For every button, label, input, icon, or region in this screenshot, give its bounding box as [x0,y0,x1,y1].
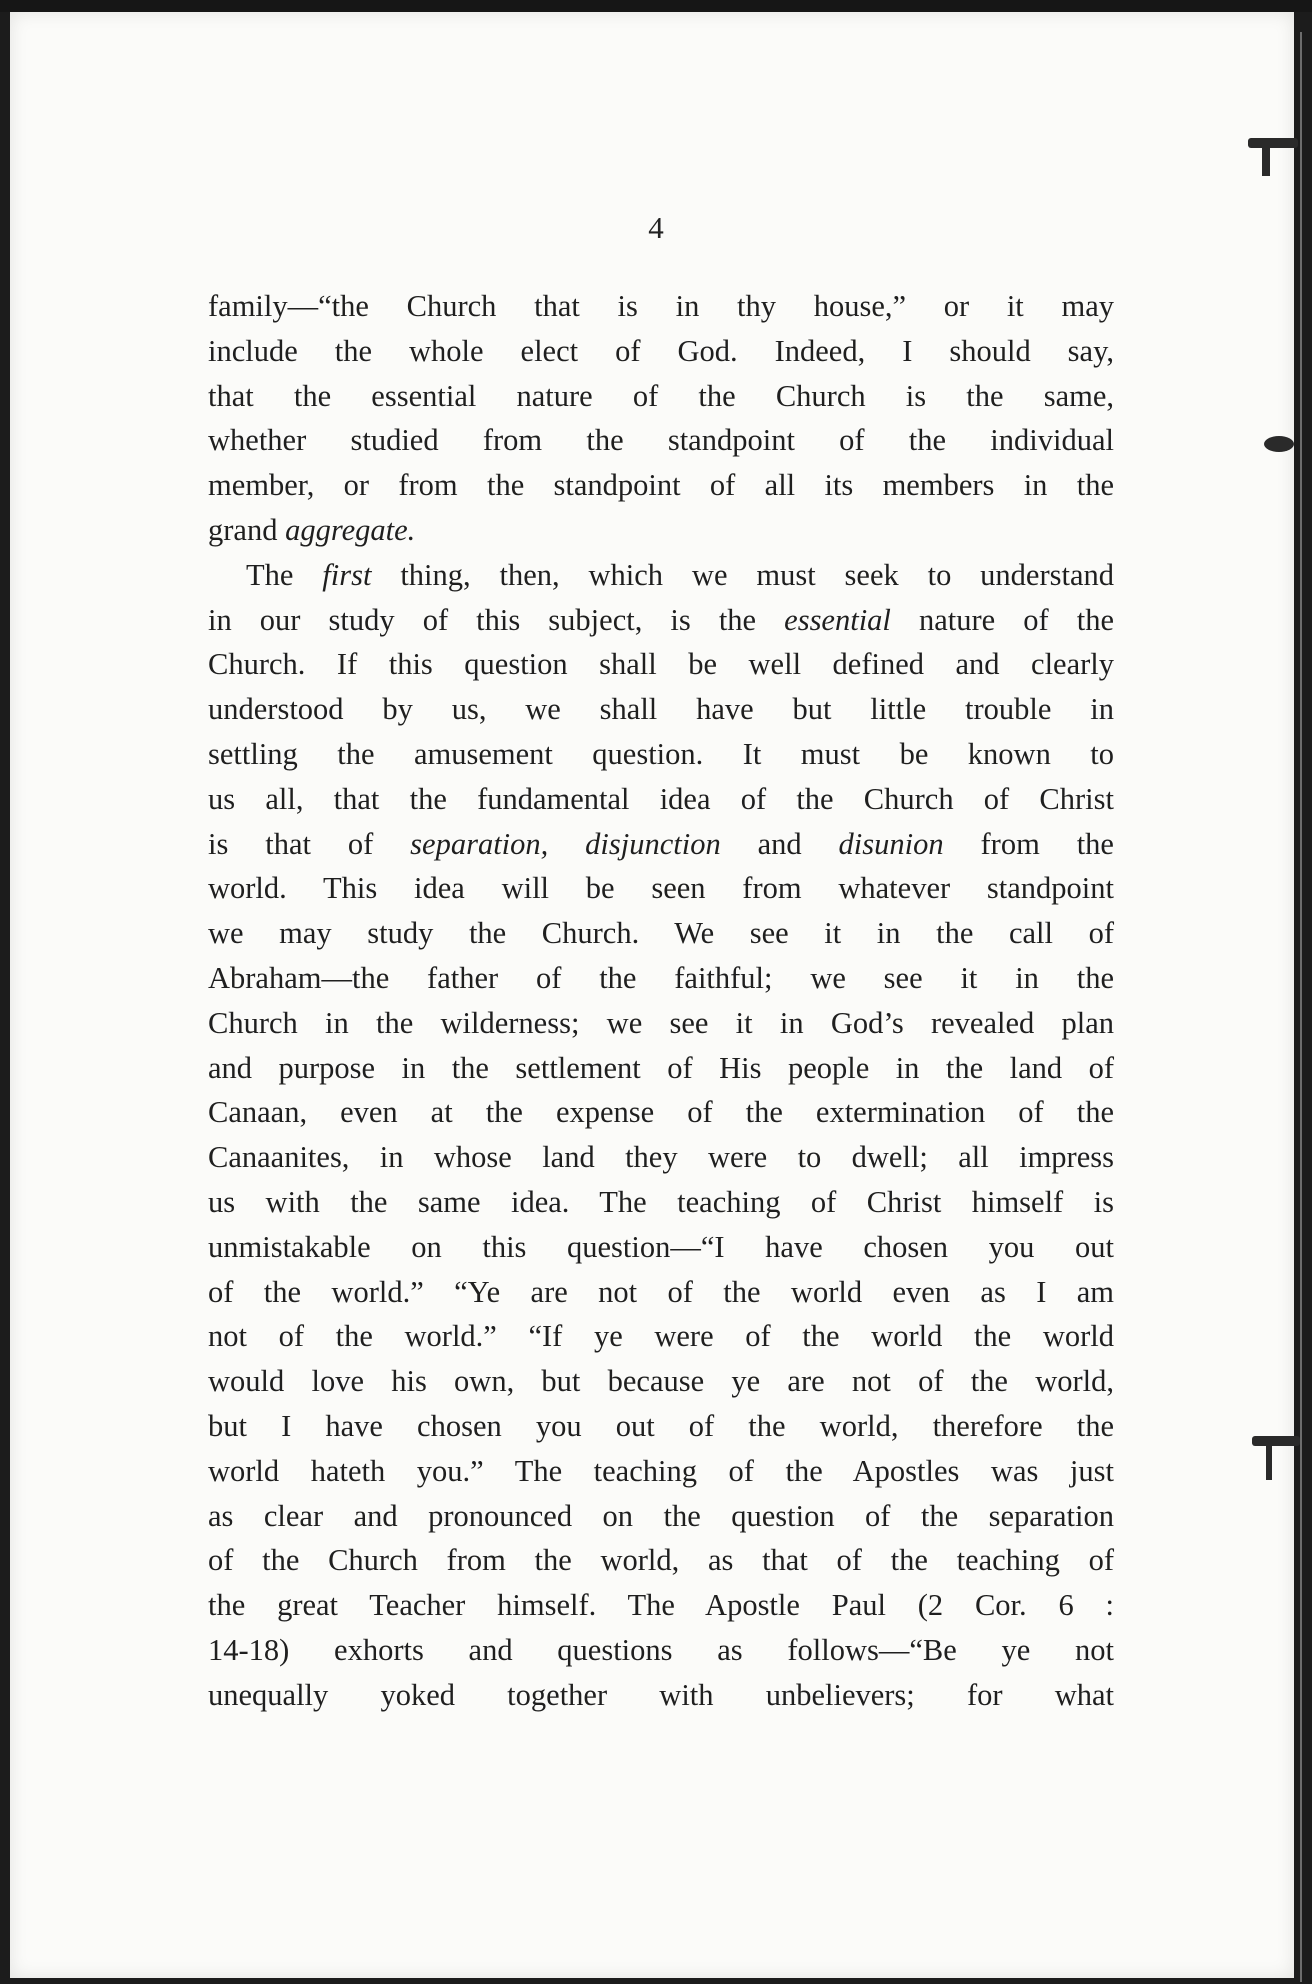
text-segment: of the Church from the world, as that of the teaching of [208,1543,1114,1578]
text-segment: whether studied from the standpoint of the individual [208,423,1114,458]
text-line [208,1673,1114,1718]
text-segment: Canaan, even at the expense of the extermination of the [208,1095,1114,1130]
page-edge-line [1300,32,1302,1982]
text-line [208,687,1114,732]
text-line [208,1046,1114,1091]
text-segment: from the [943,826,1114,861]
text-line [208,1270,1114,1315]
text-line [208,1001,1114,1046]
text-segment: not of the world.” “If ye were of the world the world [208,1319,1114,1354]
text-segment: would love his own, but because ye are not of the world, [208,1364,1114,1399]
text-segment: Abraham—the father of the faithful; we see it in the [208,960,1114,995]
text-segment: and purpose in the settlement of His people in the land of [208,1050,1114,1085]
text-line [208,374,1114,419]
text-line [208,777,1114,822]
text-line [208,1359,1114,1404]
text-line [208,1538,1114,1583]
text-segment: as clear and pronounced on the question of the separation [208,1498,1114,1533]
italic-text: separation, disjunction [410,826,721,861]
text-segment: Church. If this question shall be well defined and clearly [208,647,1114,682]
text-segment: member, or from the standpoint of all its members in the [208,468,1114,503]
text-line [208,418,1114,463]
text-segment: The [246,557,323,592]
text-segment: understood by us, we shall have but little trouble in [208,692,1114,727]
text-segment: unequally yoked together with unbelievers; for what [208,1677,1114,1712]
text-line [208,598,1114,643]
text-line [208,822,1114,867]
text-line [208,1180,1114,1225]
binding-mark [1266,1440,1272,1480]
body-text [208,284,1114,1718]
text-segment: that the essential nature of the Church is the same, [208,378,1114,413]
text-segment: we may study the Church. We see it in the call of [208,916,1114,951]
binding-mark [1264,436,1294,452]
text-segment: unmistakable on this question—“I have chosen you out [208,1229,1114,1264]
text-segment: world hateth you.” The teaching of the Apostles was just [208,1453,1114,1488]
text-segment: settling the amusement question. It must be known to [208,736,1114,771]
text-segment: grand [208,512,286,547]
scan-top-border [0,0,1312,12]
text-line [208,1314,1114,1359]
binding-mark [1252,1436,1300,1446]
text-segment: us with the same idea. The teaching of Christ himself is [208,1184,1114,1219]
text-segment: 14-18) exhorts and questions as follows—“Be ye not [208,1632,1114,1667]
text-segment: us all, that the fundamental idea of the Church of Christ [208,781,1114,816]
text-line [208,1135,1114,1180]
text-line [208,1404,1114,1449]
text-segment: world. This idea will be seen from whatever standpoint [208,871,1114,906]
text-line [208,1225,1114,1270]
text-line [208,866,1114,911]
text-line [208,1628,1114,1673]
binding-mark [1248,138,1298,148]
text-line [208,284,1114,329]
text-segment: nature of the [890,602,1114,637]
text-line [208,508,1114,553]
page-number: 4 [648,210,664,245]
text-line [208,642,1114,687]
text-segment: the great Teacher himself. The Apostle Paul (2 Cor. 6 : [208,1588,1114,1623]
book-page [10,12,1294,1978]
text-segment: in our study of this subject, is the [208,602,785,637]
text-line [208,956,1114,1001]
text-line [208,463,1114,508]
text-segment: thing, then, which we must seek to understand [371,557,1115,592]
text-line [208,732,1114,777]
text-line [208,1583,1114,1628]
text-segment: Canaanites, in whose land they were to dwell; all impress [208,1140,1114,1175]
text-segment: is that of [208,826,411,861]
text-line [208,329,1114,374]
text-segment: Church in the wilderness; we see it in God’s revealed plan [208,1005,1114,1040]
text-segment: include the whole elect of God. Indeed, I should say, [208,333,1114,368]
text-line [208,553,1114,598]
italic-text: first [322,557,372,592]
text-line [208,1494,1114,1539]
italic-text: disunion [838,826,944,861]
italic-text: aggregate. [285,512,416,547]
binding-mark [1262,140,1270,176]
text-line [208,911,1114,956]
text-line [208,1090,1114,1135]
text-segment: and [720,826,839,861]
text-line [208,1449,1114,1494]
italic-text: essential [784,602,891,637]
text-segment: of the world.” “Ye are not of the world even as I am [208,1274,1114,1309]
text-segment: family—“the Church that is in thy house,” or it may [208,289,1114,323]
text-segment: but I have chosen you out of the world, therefore the [208,1408,1114,1443]
